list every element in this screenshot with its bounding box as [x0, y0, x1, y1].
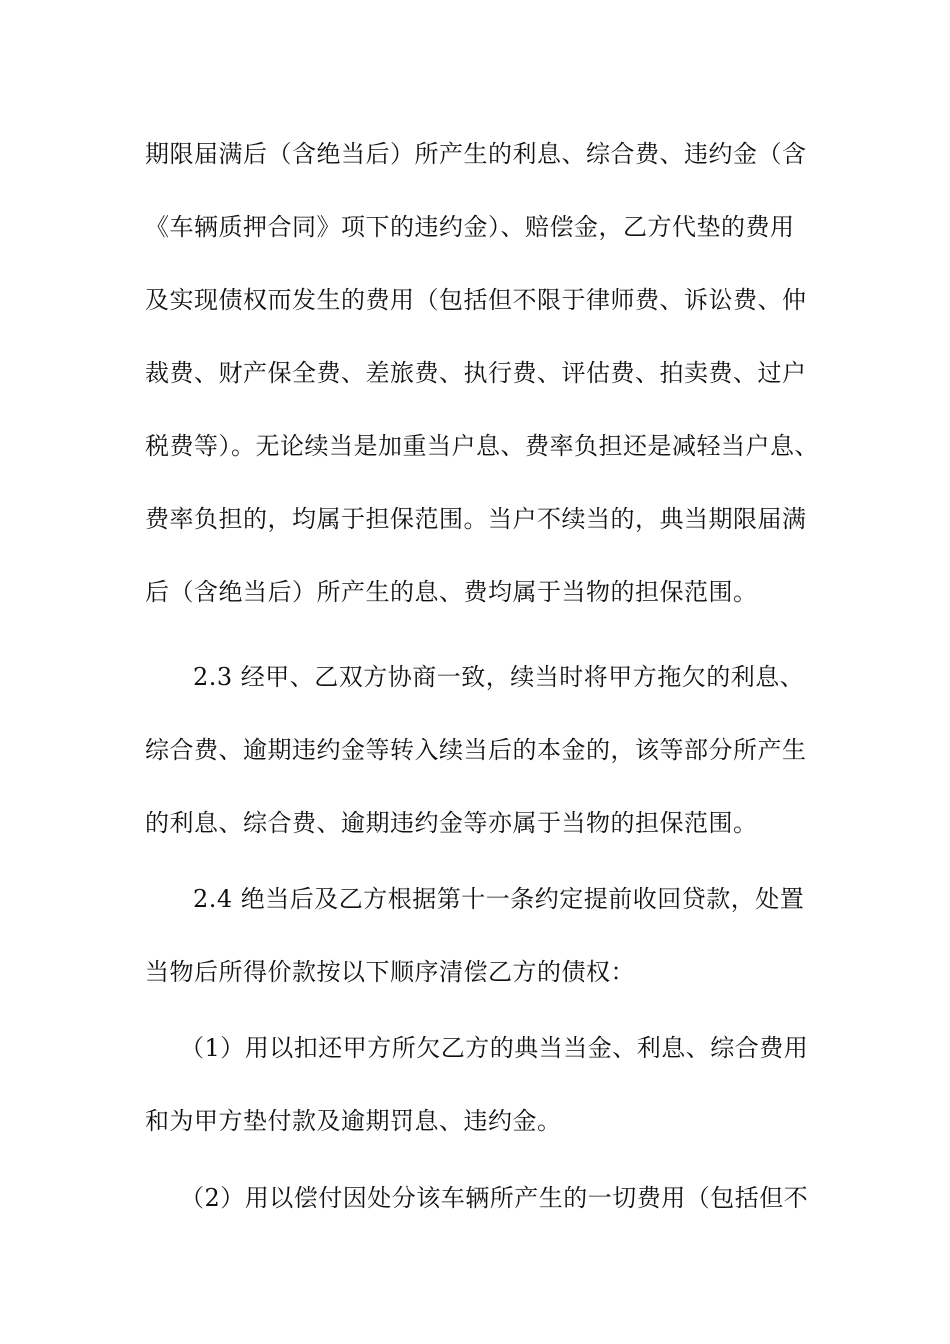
paragraph-line: 当物后所得价款按以下顺序清偿乙方的债权：: [145, 958, 635, 986]
paragraph-line: 和为甲方垫付款及逾期罚息、违约金。: [145, 1107, 562, 1135]
list-item-2-line: （2）用以偿付因处分该车辆所产生的一切费用（包括但不: [180, 1184, 809, 1212]
paragraph-line: 后（含绝当后）所产生的息、费均属于当物的担保范围。: [145, 578, 758, 606]
paragraph-line: 及实现债权而发生的费用（包括但不限于律师费、诉讼费、仲: [145, 286, 807, 314]
clause-2-4-line: 2.4 绝当后及乙方根据第十一条约定提前收回贷款，处置: [193, 885, 805, 913]
clause-2-3-line: 2.3 经甲、乙双方协商一致，续当时将甲方拖欠的利息、: [193, 663, 805, 691]
paragraph-line: 税费等）。无论续当是加重当户息、费率负担还是减轻当户息、: [145, 432, 819, 460]
paragraph-line: 的利息、综合费、逾期违约金等亦属于当物的担保范围。: [145, 809, 758, 837]
paragraph-line: 期限届满后（含绝当后）所产生的利息、综合费、违约金（含: [145, 140, 807, 168]
paragraph-line: 裁费、财产保全费、差旅费、执行费、评估费、拍卖费、过户: [145, 359, 807, 387]
paragraph-line: 《车辆质押合同》项下的违约金）、赔偿金，乙方代垫的费用: [145, 213, 795, 241]
paragraph-line: 费率负担的，均属于担保范围。当户不续当的，典当期限届满: [145, 505, 807, 533]
paragraph-line: 综合费、逾期违约金等转入续当后的本金的，该等部分所产生: [145, 736, 807, 764]
list-item-1-line: （1）用以扣还甲方所欠乙方的典当当金、利息、综合费用: [180, 1034, 809, 1062]
